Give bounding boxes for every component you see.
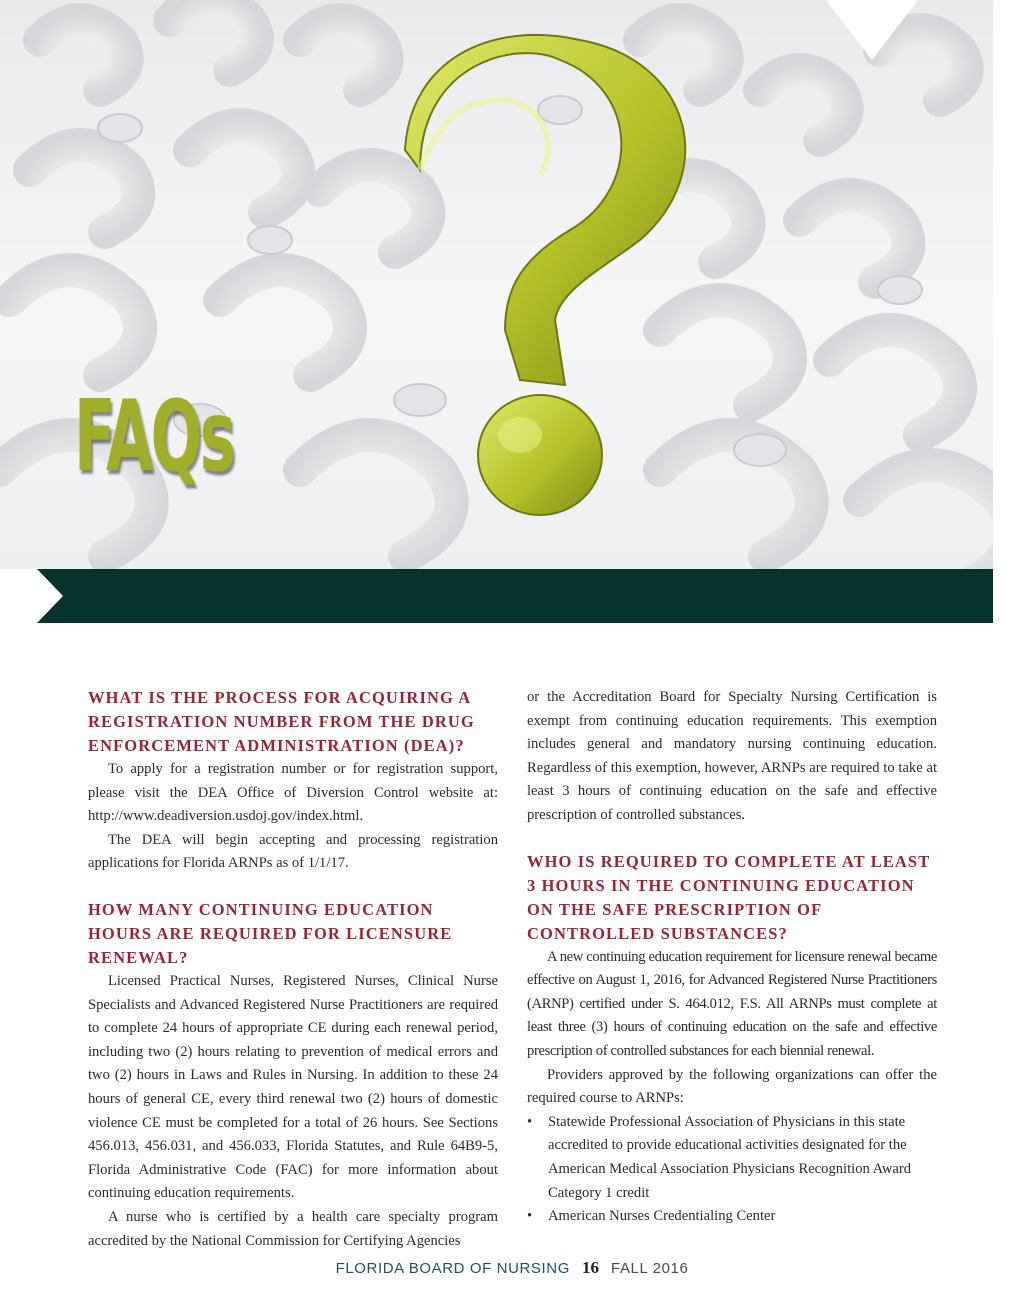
provider-list (527, 1111, 937, 1229)
list-item-text: American Nurses Credentialing Center (548, 1208, 776, 1225)
faq-answer-paragraph: To apply for a registration number or for registration support, please visit the DEA Office of Diversion Control website at: http://www.deadiversion.usdoj.gov/index.html. (88, 761, 498, 825)
left-column (88, 686, 498, 1253)
page-title: FAQs (74, 380, 234, 494)
page-footer (0, 1258, 1024, 1278)
right-column (527, 686, 937, 1229)
list-item (527, 1205, 937, 1229)
faq-answer-paragraph: A new continuing education requirement for licensure renewal became effective on August 1, 2016, for Advanced Registered Nurse Practitioners (ARNP) certified under S. 464.012, F.S. All ARNPs must complete at least three (3) hours of continuing education on the safe and effective prescription of controlled substances for each biennial renewal. (527, 948, 937, 1059)
faq-answer-paragraph: The DEA will begin accepting and processing registration applications for Florida ARNPs as of 1/1/17. (88, 831, 498, 872)
footer-issue: FALL 2016 (611, 1260, 689, 1277)
list-item (527, 1111, 937, 1205)
faq-question-controlled-substances: WHO IS REQUIRED TO COMPLETE AT LEAST 3 HOURS IN THE CONTINUING EDUCATION ON THE SAFE PRESCRIPTION OF CONTROLLED SUBSTANCES? (527, 851, 931, 943)
faq-answer-continuation: or the Accreditation Board for Specialty Nursing Certification is exempt from continuing education requirements. This exemption includes general and mandatory nursing continuing education. Regardless of this exemption, however, ARNPs are required to take at least 3 hours of continuing education on the safe and effective prescription of controlled substances. (527, 689, 937, 823)
title-band (37, 569, 993, 623)
bullet-icon: • (527, 1113, 533, 1130)
corner-triangle (826, 0, 918, 60)
faq-answer-paragraph: Licensed Practical Nurses, Registered Nurses, Clinical Nurse Specialists and Advanced Registered Nurse Practitioners are required to complete 24 hours of appropriate CE during each renewal period, including two (2) hours relating to prevention of medical errors and two (2) hours in Laws and Rules in Nursing. In addition to these 24 hours of general CE, every third renewal two (2) hours of domestic violence CE must be completed for a total of 26 hours. See Sections 456.013, 456.031, and 456.033, Florida Statutes, and Rule 64B9-5, Florida Administrative Code (FAC) for more information about continuing education requirements. (88, 972, 498, 1202)
footer-organization: FLORIDA BOARD OF NURSING (335, 1260, 571, 1277)
list-item-text: Statewide Professional Association of Physicians in this state accredited to provide educational activities designated for the American Medical Association Physicians Recognition Award Category 1 credit (548, 1113, 912, 1201)
bullet-icon: • (527, 1208, 533, 1225)
faq-answer-paragraph: Providers approved by the following organizations can offer the required course to ARNPs: (527, 1066, 937, 1107)
faq-answer-paragraph: A nurse who is certified by a health care specialty program accredited by the National Commission for Certifying Agencies (88, 1208, 498, 1249)
band-notch (37, 569, 63, 623)
hero-image (0, 0, 993, 569)
faq-question-ce-hours: HOW MANY CONTINUING EDUCATION HOURS ARE REQUIRED FOR LICENSURE RENEWAL? (88, 899, 453, 967)
faq-question-dea: WHAT IS THE PROCESS FOR ACQUIRING A REGISTRATION NUMBER FROM THE DRUG ENFORCEMENT ADMINISTRATION (DEA)? (88, 688, 475, 755)
page-number: 16 (582, 1258, 600, 1277)
